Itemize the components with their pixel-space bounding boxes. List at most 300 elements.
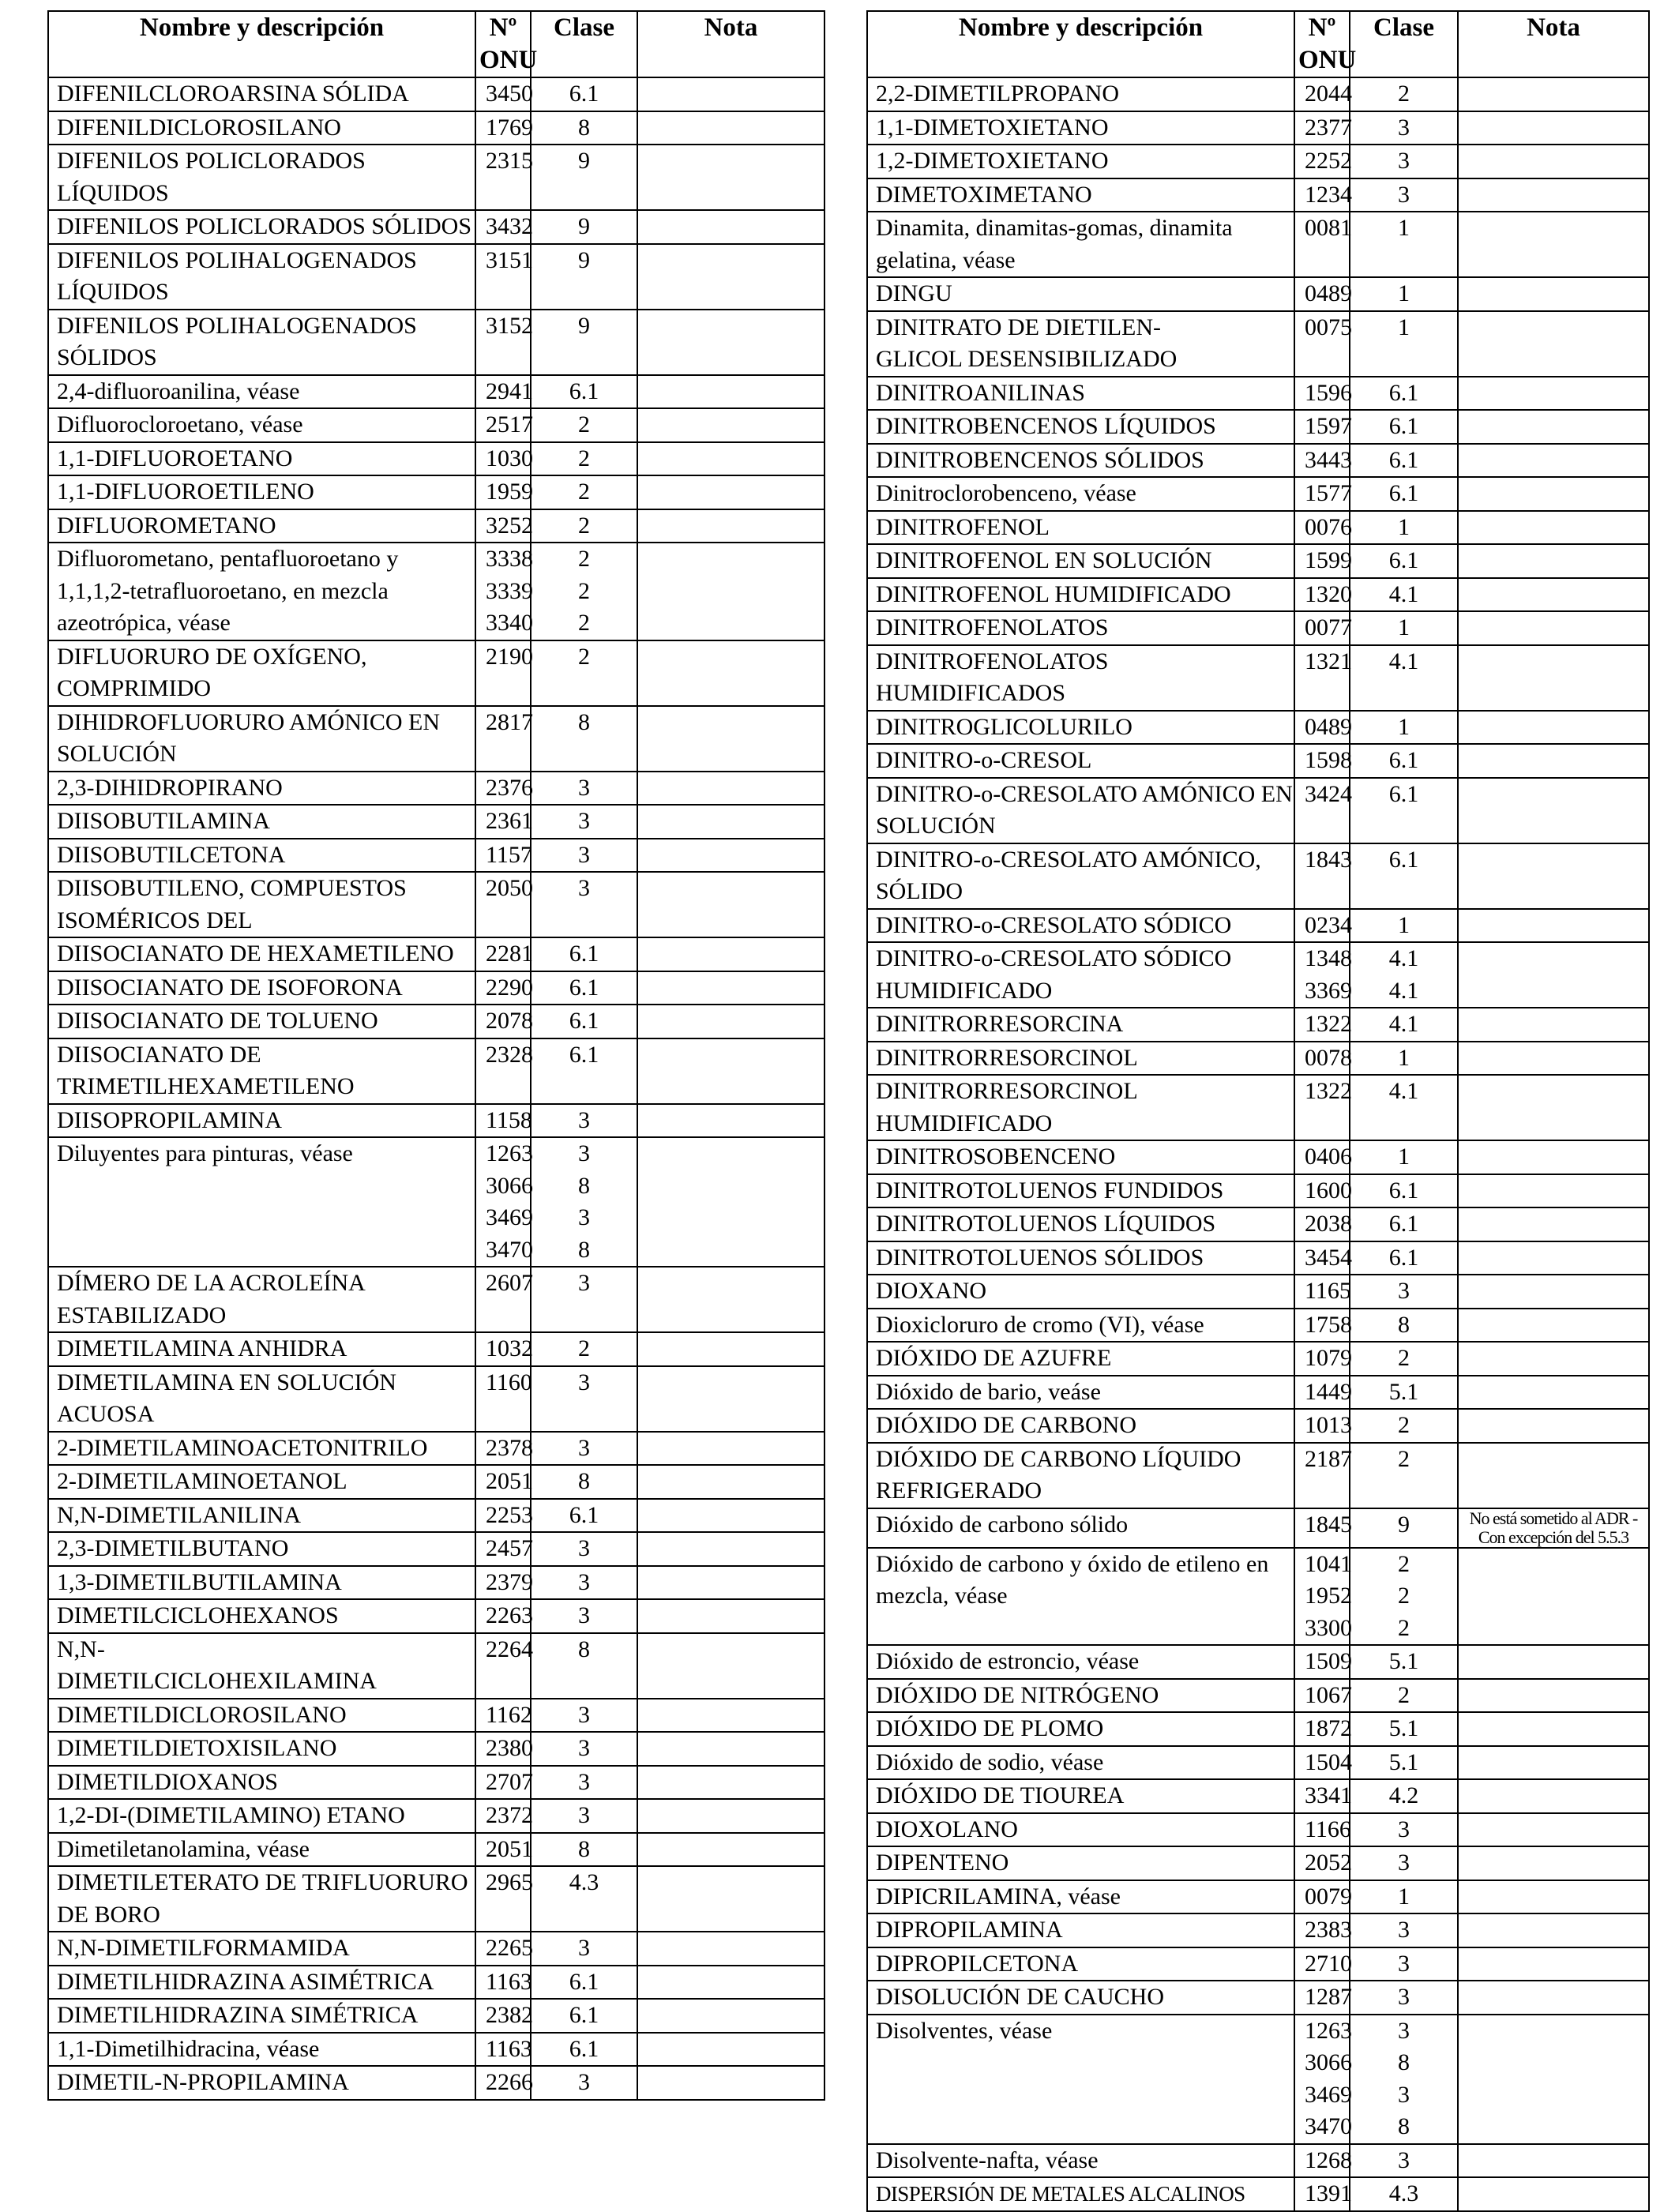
entry-note [637,1699,824,1733]
table-row [48,1005,824,1038]
entry-note [1458,1548,1649,1646]
hazard-class: 8 [531,706,637,772]
entry-note [1458,1981,1649,2015]
entry-name: Difluorocloroetano, véase [48,408,475,442]
entry-note [637,1366,824,1432]
entry-name: DINITROFENOLATOS [867,611,1294,645]
table-row [48,210,824,244]
entry-name: DIFENILOS POLIHALOGENADOS LÍQUIDOS [48,244,475,310]
entry-note [1458,611,1649,645]
hazard-class: 8 [531,1465,637,1499]
un-number: 1158 [475,1104,531,1138]
entry-note [637,1932,824,1966]
un-number: 3424 [1294,778,1350,843]
hazard-class: 9 [531,310,637,375]
table-row [48,1366,824,1432]
entry-name: 2,4-difluoroanilina, véase [48,375,475,409]
hazard-class: 9 [531,210,637,244]
table-row [867,444,1649,478]
entry-note [1458,1813,1649,1847]
table-row [48,1332,824,1366]
un-number: 2707 [475,1766,531,1800]
table-row [48,145,824,210]
table-row [867,1813,1649,1847]
entry-name: DINITRATO DE DIETILEN- GLICOL DESENSIBILIZADO [867,311,1294,377]
un-number: 2051 [475,1465,531,1499]
entry-name: DIPENTENO [867,1846,1294,1880]
un-number: 2052 [1294,1846,1350,1880]
entry-note [1458,1207,1649,1241]
entry-note [1458,1342,1649,1376]
table-row [867,645,1649,711]
entry-note [1458,645,1649,711]
table-row [48,543,824,640]
hazard-class: 3 [531,1432,637,1466]
hazard-class: 3 8 3 8 [531,1137,637,1267]
entry-name: 2,3-DIHIDROPIRANO [48,772,475,806]
entry-name: 1,2-DI-(DIMETILAMINO) ETANO [48,1799,475,1833]
hazard-class: 3 [531,1566,637,1600]
hazard-class: 3 [531,805,637,839]
entry-name: DIPROPILCETONA [867,1947,1294,1981]
un-number: 2328 [475,1038,531,1104]
entry-note [1458,311,1649,377]
table-row [48,1633,824,1699]
table-row [867,511,1649,545]
entry-note [637,145,824,210]
hazard-class: 3 [1350,1275,1458,1309]
table-row [48,971,824,1005]
entry-name: DIMETILDIETOXISILANO [48,1732,475,1766]
un-number: 2253 [475,1499,531,1533]
entry-note [637,772,824,806]
table-row [48,77,824,111]
hazard-class: 6.1 [531,1999,637,2033]
entry-name: DINITROTOLUENOS LÍQUIDOS [867,1207,1294,1241]
hazard-class: 6.1 [1350,843,1458,909]
hazard-class: 2 [531,475,637,509]
entry-name: DIFENILCLOROARSINA SÓLIDA [48,77,475,111]
entry-name: Disolvente-nafta, véase [867,2144,1294,2178]
entry-note [637,1267,824,1332]
header-nota: Nota [1458,11,1649,77]
un-number: 3454 [1294,1241,1350,1275]
hazard-class: 3 [531,1599,637,1633]
entry-note [637,971,824,1005]
entry-note [1458,212,1649,277]
hazard-class: 3 [531,1366,637,1432]
table-row [48,1465,824,1499]
table-row [867,1309,1649,1343]
entry-name: DISOLUCIÓN DE CAUCHO [867,1981,1294,2015]
entry-note [637,111,824,145]
entry-name: DINITROBENCENOS LÍQUIDOS [867,410,1294,444]
entry-note [1458,1443,1649,1508]
un-number: 0076 [1294,511,1350,545]
table-header-row [867,11,1649,77]
table-row [867,711,1649,745]
entry-note [1458,909,1649,943]
un-number: 2372 [475,1799,531,1833]
entry-name: DINITRO-o-CRESOLATO AMÓNICO, SÓLIDO [867,843,1294,909]
table-row [867,2015,1649,2144]
header-onu: Nº ONU [475,11,531,77]
hazard-class: 1 [1350,909,1458,943]
entry-note [637,77,824,111]
un-number: 3252 [475,509,531,543]
entry-name: DINITRO-o-CRESOLATO AMÓNICO EN SOLUCIÓN [867,778,1294,843]
un-number: 2361 [475,805,531,839]
un-number: 2038 [1294,1207,1350,1241]
un-number: 1263 3066 3469 3470 [1294,2015,1350,2144]
entry-name: DIFLUOROMETANO [48,509,475,543]
entry-name: DIÓXIDO DE AZUFRE [867,1342,1294,1376]
entry-note [1458,1679,1649,1713]
entry-note [1458,2144,1649,2178]
un-number: 3152 [475,310,531,375]
entry-name: Dióxido de sodio, véase [867,1746,1294,1780]
entry-name: 1,1-DIFLUOROETANO [48,442,475,476]
un-number: 1449 [1294,1376,1350,1410]
entry-note [1458,1947,1649,1981]
un-number: 3338 3339 3340 [475,543,531,640]
table-row [867,311,1649,377]
entry-note [637,1005,824,1038]
table-row [48,937,824,971]
entry-name: DIÓXIDO DE NITRÓGENO [867,1679,1294,1713]
table-row [48,1799,824,1833]
entry-note [637,408,824,442]
table-row [48,375,824,409]
entry-note [1458,1042,1649,1076]
table-row [867,611,1649,645]
header-clase: Clase [531,11,637,77]
hazard-class: 6.1 [531,2033,637,2067]
entry-name: DIISOBUTILENO, COMPUESTOS ISOMÉRICOS DEL [48,872,475,937]
table-row [867,1207,1649,1241]
un-number: 1509 [1294,1645,1350,1679]
entry-note [1458,111,1649,145]
entry-note [1458,511,1649,545]
entry-note [637,1137,824,1267]
un-number: 0234 [1294,909,1350,943]
un-number: 1268 [1294,2144,1350,2178]
un-number: 2379 [475,1566,531,1600]
table-row [48,310,824,375]
un-number: 1599 [1294,544,1350,578]
un-number: 1758 [1294,1309,1350,1343]
table-row [867,1981,1649,2015]
entry-note [637,1332,824,1366]
entry-note [637,1432,824,1466]
hazard-class: 1 [1350,511,1458,545]
hazard-class: 4.1 4.1 [1350,942,1458,1008]
table-row [867,1779,1649,1813]
hazard-class: 3 [531,1766,637,1800]
entry-note [1458,843,1649,909]
hazard-class: 3 [1350,1947,1458,1981]
hazard-class: 2 [531,509,637,543]
entry-note [637,375,824,409]
table-row [867,212,1649,277]
table-row [48,839,824,873]
entry-note [637,1038,824,1104]
entry-name: DIMETILAMINA EN SOLUCIÓN ACUOSA [48,1366,475,1432]
entry-name: DIISOCIANATO DE HEXAMETILENO [48,937,475,971]
un-number: 1166 [1294,1813,1350,1847]
un-number: 2710 [1294,1947,1350,1981]
entry-note [1458,1275,1649,1309]
hazard-class: 9 [531,244,637,310]
entry-note [637,706,824,772]
hazard-class: 1 [1350,1140,1458,1174]
entry-name: DIISOBUTILCETONA [48,839,475,873]
entry-note [637,1633,824,1699]
entry-name: DIÓXIDO DE PLOMO [867,1712,1294,1746]
entry-note [1458,2177,1649,2211]
hazard-class: 4.1 [1350,645,1458,711]
un-number: 2190 [475,640,531,706]
un-number: 2187 [1294,1443,1350,1508]
hazard-class: 2 [531,640,637,706]
entry-name: DINITROFENOL [867,511,1294,545]
entry-note [1458,277,1649,311]
un-number: 0077 [1294,611,1350,645]
hazard-class: 3 [1350,1813,1458,1847]
entry-note [1458,1645,1649,1679]
entry-note [1458,410,1649,444]
table-row [867,909,1649,943]
un-number: 2382 [475,1999,531,2033]
hazard-class: 8 [531,111,637,145]
entry-name: 1,1-DIMETOXIETANO [867,111,1294,145]
un-number: 2078 [475,1005,531,1038]
un-number: 2378 [475,1432,531,1466]
entry-note [637,1799,824,1833]
table-row [48,1866,824,1932]
hazard-class: 6.1 [531,375,637,409]
un-number: 1234 [1294,178,1350,212]
un-number: 1163 [475,2033,531,2067]
un-number: 0489 [1294,277,1350,311]
entry-name: DIFENILDICLOROSILANO [48,111,475,145]
un-number: 2517 [475,408,531,442]
entry-name: 1,3-DIMETILBUTILAMINA [48,1566,475,1600]
entry-name: DINITRORRESORCINA [867,1008,1294,1042]
un-number: 1959 [475,475,531,509]
un-number: 0079 [1294,1880,1350,1914]
entry-name: DINITROGLICOLURILO [867,711,1294,745]
entry-note [637,1966,824,2000]
table-row [867,1008,1649,1042]
entry-note [637,210,824,244]
hazard-class: 2 [531,1332,637,1366]
entry-name: DIMETILCICLOHEXANOS [48,1599,475,1633]
un-number: 2290 [475,971,531,1005]
entry-note [637,872,824,937]
entry-note [1458,942,1649,1008]
entry-name: DINITROFENOLATOS HUMIDIFICADOS [867,645,1294,711]
hazard-class: 5.1 [1350,1712,1458,1746]
hazard-class: 4.1 [1350,1008,1458,1042]
entry-name: Diluyentes para pinturas, véase [48,1137,475,1267]
hazard-class: 6.1 [1350,410,1458,444]
entry-name: 2,3-DIMETILBUTANO [48,1532,475,1566]
table-row [48,509,824,543]
hazard-class: 2 [1350,1443,1458,1508]
table-row [48,244,824,310]
entry-name: Dioxicloruro de cromo (VI), véase [867,1309,1294,1343]
entry-name: 2,2-DIMETILPROPANO [867,77,1294,111]
entry-name: DIISOBUTILAMINA [48,805,475,839]
hazard-class: 1 [1350,611,1458,645]
entry-name: DIOXOLANO [867,1813,1294,1847]
entry-note [637,839,824,873]
entry-note [1458,377,1649,411]
table-row [48,1432,824,1466]
entry-note [1458,444,1649,478]
hazard-class: 4.3 [531,1866,637,1932]
table-row [48,1932,824,1966]
entry-name: DIISOCIANATO DE TOLUENO [48,1005,475,1038]
un-number: 1600 [1294,1174,1350,1208]
table-row [867,1409,1649,1443]
entry-note [637,1866,824,1932]
un-number: 1321 [1294,645,1350,711]
table-row [48,1732,824,1766]
hazard-class: 1 [1350,1880,1458,1914]
hazard-class: 6.1 [1350,1207,1458,1241]
table-row [48,1766,824,1800]
entry-name: DIMETIL-N-PROPILAMINA [48,2066,475,2100]
hazard-class: 6.1 [531,1005,637,1038]
un-number: 2044 [1294,77,1350,111]
table-row [48,1566,824,1600]
entry-name: Dinamita, dinamitas-gomas, dinamita gelatina, véase [867,212,1294,277]
entry-name: DIMETOXIMETANO [867,178,1294,212]
entry-note [1458,1075,1649,1140]
un-number: 1013 [1294,1409,1350,1443]
un-number: 2252 [1294,145,1350,178]
table-row [867,1241,1649,1275]
table-row [48,475,824,509]
hazard-class: 4.1 [1350,578,1458,612]
hazard-class: 6.1 [531,1038,637,1104]
entry-name: DIFLUORURO DE OXÍGENO, COMPRIMIDO [48,640,475,706]
table-row [867,178,1649,212]
hazard-class: 6.1 [1350,444,1458,478]
un-number: 2050 [475,872,531,937]
entry-note [637,1499,824,1533]
entry-note [1458,1712,1649,1746]
un-number: 1769 [475,111,531,145]
un-number: 1163 [475,1966,531,2000]
table-row [48,1699,824,1733]
hazard-class: 4.3 [1350,2177,1458,2211]
hazard-class: 5.1 [1350,1746,1458,1780]
hazard-class: 3 [531,872,637,937]
entry-name: DIISOPROPILAMINA [48,1104,475,1138]
table-row [48,805,824,839]
entry-note [637,1104,824,1138]
un-number: 1504 [1294,1746,1350,1780]
un-number: 2315 [475,145,531,210]
entry-name: DINITROBENCENOS SÓLIDOS [867,444,1294,478]
hazard-class: 9 [1350,1508,1458,1548]
entry-note [1458,145,1649,178]
un-number: 1157 [475,839,531,873]
table-row [867,145,1649,178]
entry-name: DIMETILHIDRAZINA ASIMÉTRICA [48,1966,475,2000]
hazard-class: 3 [531,772,637,806]
un-number: 2264 [475,1633,531,1699]
hazard-class: 5.1 [1350,1376,1458,1410]
un-number: 1322 [1294,1075,1350,1140]
un-number: 1597 [1294,410,1350,444]
table-row [867,1342,1649,1376]
hazard-class: 5.1 [1350,1645,1458,1679]
entry-note [1458,1746,1649,1780]
entry-note [637,2033,824,2067]
entry-name: DINITROTOLUENOS FUNDIDOS [867,1174,1294,1208]
table-row [867,1746,1649,1780]
hazard-class: 1 [1350,277,1458,311]
table-row [867,1443,1649,1508]
entry-name: DÍMERO DE LA ACROLEÍNA ESTABILIZADO [48,1267,475,1332]
table-row [48,111,824,145]
entry-name: 1,1-Dimetilhidracina, véase [48,2033,475,2067]
entry-name: DIMETILDIOXANOS [48,1766,475,1800]
entry-note [637,475,824,509]
entry-note [1458,1779,1649,1813]
header-onu: Nº ONU [1294,11,1350,77]
entry-note [1458,744,1649,778]
hazard-class: 2 [1350,1342,1458,1376]
hazard-class: 6.1 [531,971,637,1005]
table-row [867,1846,1649,1880]
hazard-class: 4.1 [1350,1075,1458,1140]
entry-note [637,1465,824,1499]
entry-name: N,N-DIMETILFORMAMIDA [48,1932,475,1966]
hazard-class: 3 8 3 8 [1350,2015,1458,2144]
table-row [48,1104,824,1138]
entry-note [1458,578,1649,612]
hazard-class: 3 [1350,1846,1458,1880]
table-row [867,1042,1649,1076]
entry-note [1458,1846,1649,1880]
hazard-class: 3 [531,1932,637,1966]
hazard-class: 6.1 [531,1499,637,1533]
left-table-body [48,77,824,2100]
un-number: 1348 3369 [1294,942,1350,1008]
entry-name: 1,2-DIMETOXIETANO [867,145,1294,178]
entry-name: Disolventes, véase [867,2015,1294,2144]
table-row [867,1174,1649,1208]
hazard-class: 3 [531,1799,637,1833]
header-clase: Clase [1350,11,1458,77]
hazard-class: 6.1 [1350,1174,1458,1208]
entry-name: N,N- DIMETILCICLOHEXILAMINA [48,1633,475,1699]
un-number: 3432 [475,210,531,244]
un-number: 1162 [475,1699,531,1733]
un-number: 2266 [475,2066,531,2100]
hazard-class: 6.1 [1350,477,1458,511]
entry-note [637,509,824,543]
table-row [48,1599,824,1633]
right-table-body [867,77,1649,2211]
table-row [867,1508,1649,1548]
entry-note [637,2066,824,2100]
